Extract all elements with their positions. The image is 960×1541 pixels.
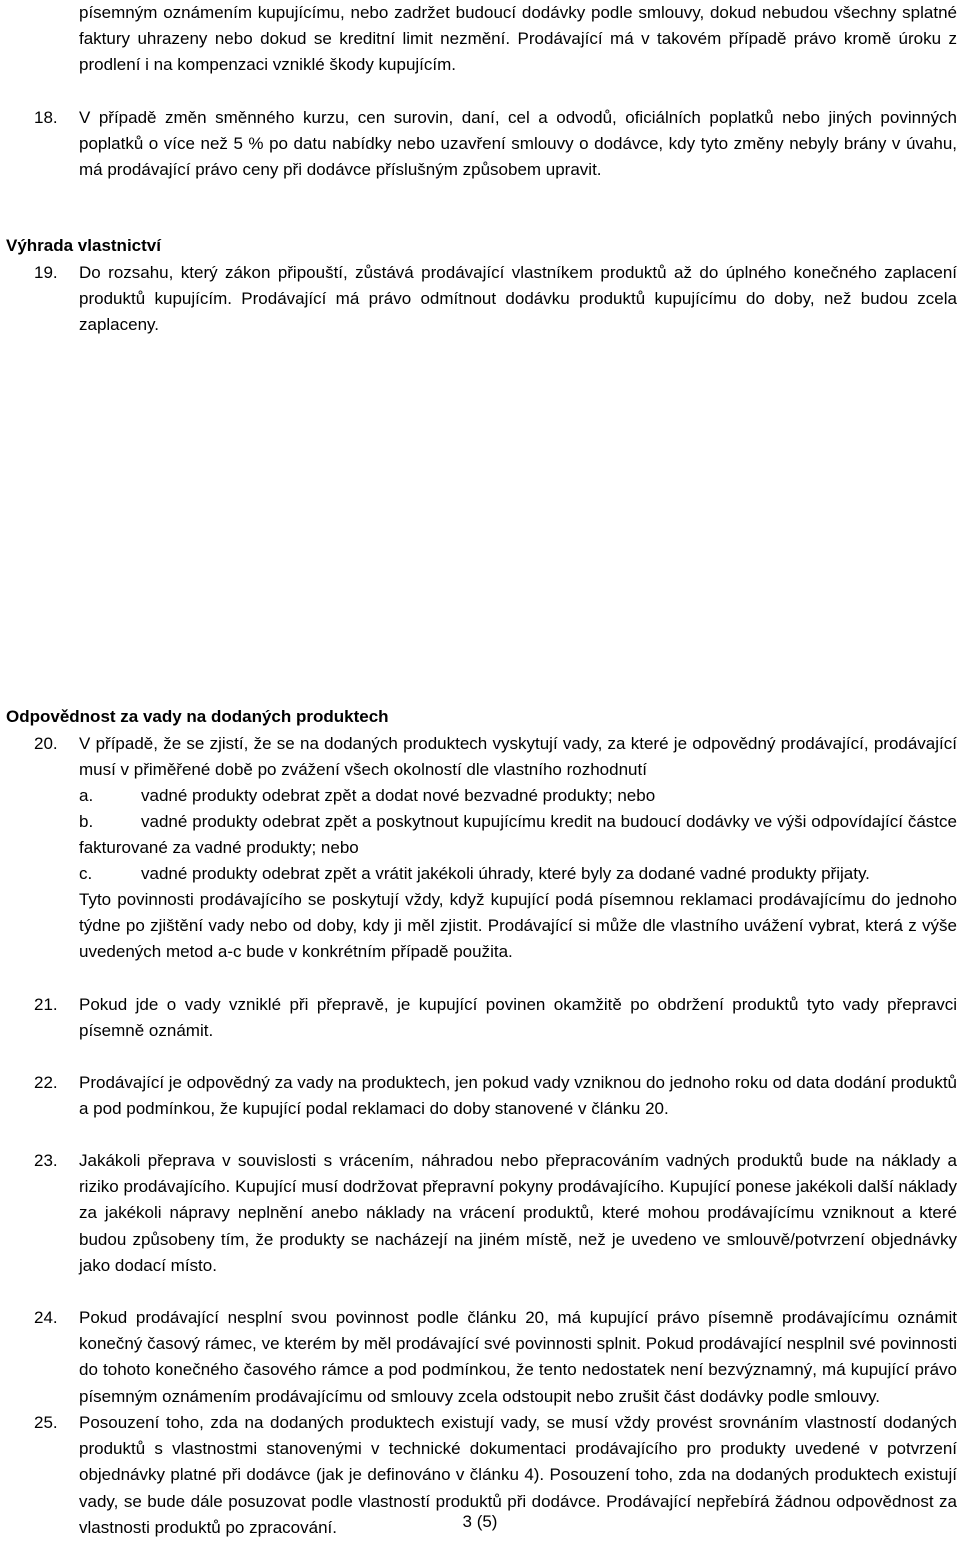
clause-21-text: Pokud jde o vady vzniklé při přepravě, je kupující povinen okamžitě po obdržení produktů tyto vady přepravci písemně oznámit. — [79, 995, 957, 1041]
option-a-letter: a. — [79, 786, 94, 805]
clause-20-closing: Tyto povinnosti prodávajícího se poskytují vždy, když kupující podá písemnou reklamaci prodávajícímu do jednoho týdne po zjištění vady nebo od doby, kdy ji měl zjistit. Prodávající si může dle vlastního uvážení vybrat, která z výše uvedených metod a-c bude v konkrétním případě použita. — [79, 890, 957, 962]
option-c-letter: c. — [79, 864, 93, 883]
clause-18-number: 18. — [34, 108, 58, 127]
clause-20-text: V případě, že se zjistí, že se na dodaných produktech vyskytují vady, za které je odpovědný prodávající, prodávající musí v přiměřené době po zvážení všech okolností dle vlastního rozhodnutí — [79, 734, 957, 780]
clause-22-number: 22. — [34, 1073, 58, 1092]
option-c-text: vadné produkty odebrat zpět a vrátit jakékoli úhrady, které byly za dodané vadné produkty přijaty. — [141, 864, 870, 883]
clause-19-number: 19. — [34, 263, 58, 282]
clause-21-number: 21. — [34, 995, 58, 1014]
clause-20-option-b — [79, 809, 957, 861]
clause-18-text: V případě změn směnného kurzu, cen surovin, daní, cel a odvodů, oficiálních poplatků nebo jiných povinných poplatků o více než 5 % po datu nabídky nebo uzavření smlouvy o dodávce, kdy tyto změny nebyly brány v úvahu, má prodávající právo ceny při dodávce příslušným způsobem upravit. — [79, 108, 957, 180]
clause-25-text: Posouzení toho, zda na dodaných produktech existují vady, se musí vždy provést srovnáním vlastností dodaných produktů s vlastnostmi stanovenými v technické dokumentaci prodávajícího pro produkty uvedené v potvrzení objednávky platné při dodávce (jak je definováno v článku 4). Posouzení toho, zda na dodaných produktech existují vady, se bude dále posuzovat podle vlastností produktů při dodávce. Prodávající nepřebírá žádnou odpovědnost za vlastnosti produktů po zpracování. — [79, 1413, 957, 1537]
clause-20-number: 20. — [34, 734, 58, 753]
clause-22-text: Prodávající je odpovědný za vady na produktech, jen pokud vady vzniknou do jednoho roku od data dodání produktů a pod podmínkou, že kupující podal reklamaci do doby stanovené v článku 20. — [79, 1073, 957, 1119]
clause-24-text: Pokud prodávající nesplní svou povinnost podle článku 20, má kupující právo písemně prodávajícímu oznámit konečný časový rámec, ve kterém by měl prodávající své povinnosti splnit. Pokud prodávající nesplnil své povinnosti do tohoto konečného časového rámce a pod podmínkou, že tento nedostatek není bezvýznamný, má kupující právo písemným oznámením prodávajícímu od smlouvy zcela odstoupit nebo zrušit část dodávky podle smlouvy. — [79, 1308, 957, 1406]
option-b-letter: b. — [79, 812, 94, 831]
clause-24-number: 24. — [34, 1308, 58, 1327]
clause-20-option-c — [79, 861, 957, 887]
clause-19-text: Do rozsahu, který zákon připouští, zůstává prodávající vlastníkem produktů až do úplného konečného zaplacení produktů kupujícím. Prodávající má právo odmítnout dodávku produktů kupujícímu do doby, než budou zcela zaplaceny. — [79, 263, 957, 335]
intro-paragraph: písemným oznámením kupujícímu, nebo zadržet budoucí dodávky podle smlouvy, dokud nebudou všechny splatné faktury uhrazeny nebo dokud se kreditní limit nezmění. Prodávající má v takovém případě právo kromě úroku z prodlení i na kompenzaci vzniklé škody kupujícím. — [79, 3, 957, 75]
page-number: 3 (5) — [462, 1512, 498, 1531]
clause-23-text: Jakákoli přeprava v souvislosti s vrácením, náhradou nebo přepracováním vadných produktů bude na náklady a riziko prodávajícího. Kupující musí dodržovat přepravní pokyny prodávajícího. Kupující ponese jakékoli další náklady za jakékoli nápravy neplnění anebo náklady na vrácení produktů, které mohou prodávajícímu vzniknout a které budou způsobeny tím, že produkty se nacházejí na jiném místě, než je uvedeno ve smlouvě/potvrzení objednávky jako dodací místo. — [79, 1151, 957, 1275]
option-a-text: vadné produkty odebrat zpět a dodat nové bezvadné produkty; nebo — [141, 786, 656, 805]
heading-ownership: Výhrada vlastnictví — [6, 236, 161, 255]
heading-liability: Odpovědnost za vady na dodaných produktech — [6, 707, 389, 726]
clause-23-number: 23. — [34, 1151, 58, 1170]
clause-20-option-a — [79, 783, 957, 809]
option-b-text: vadné produkty odebrat zpět a poskytnout kupujícímu kredit na budoucí dodávky ve výši odpovídající částce fakturované za vadné produkty; nebo — [79, 812, 957, 858]
clause-25-number: 25. — [34, 1413, 58, 1432]
